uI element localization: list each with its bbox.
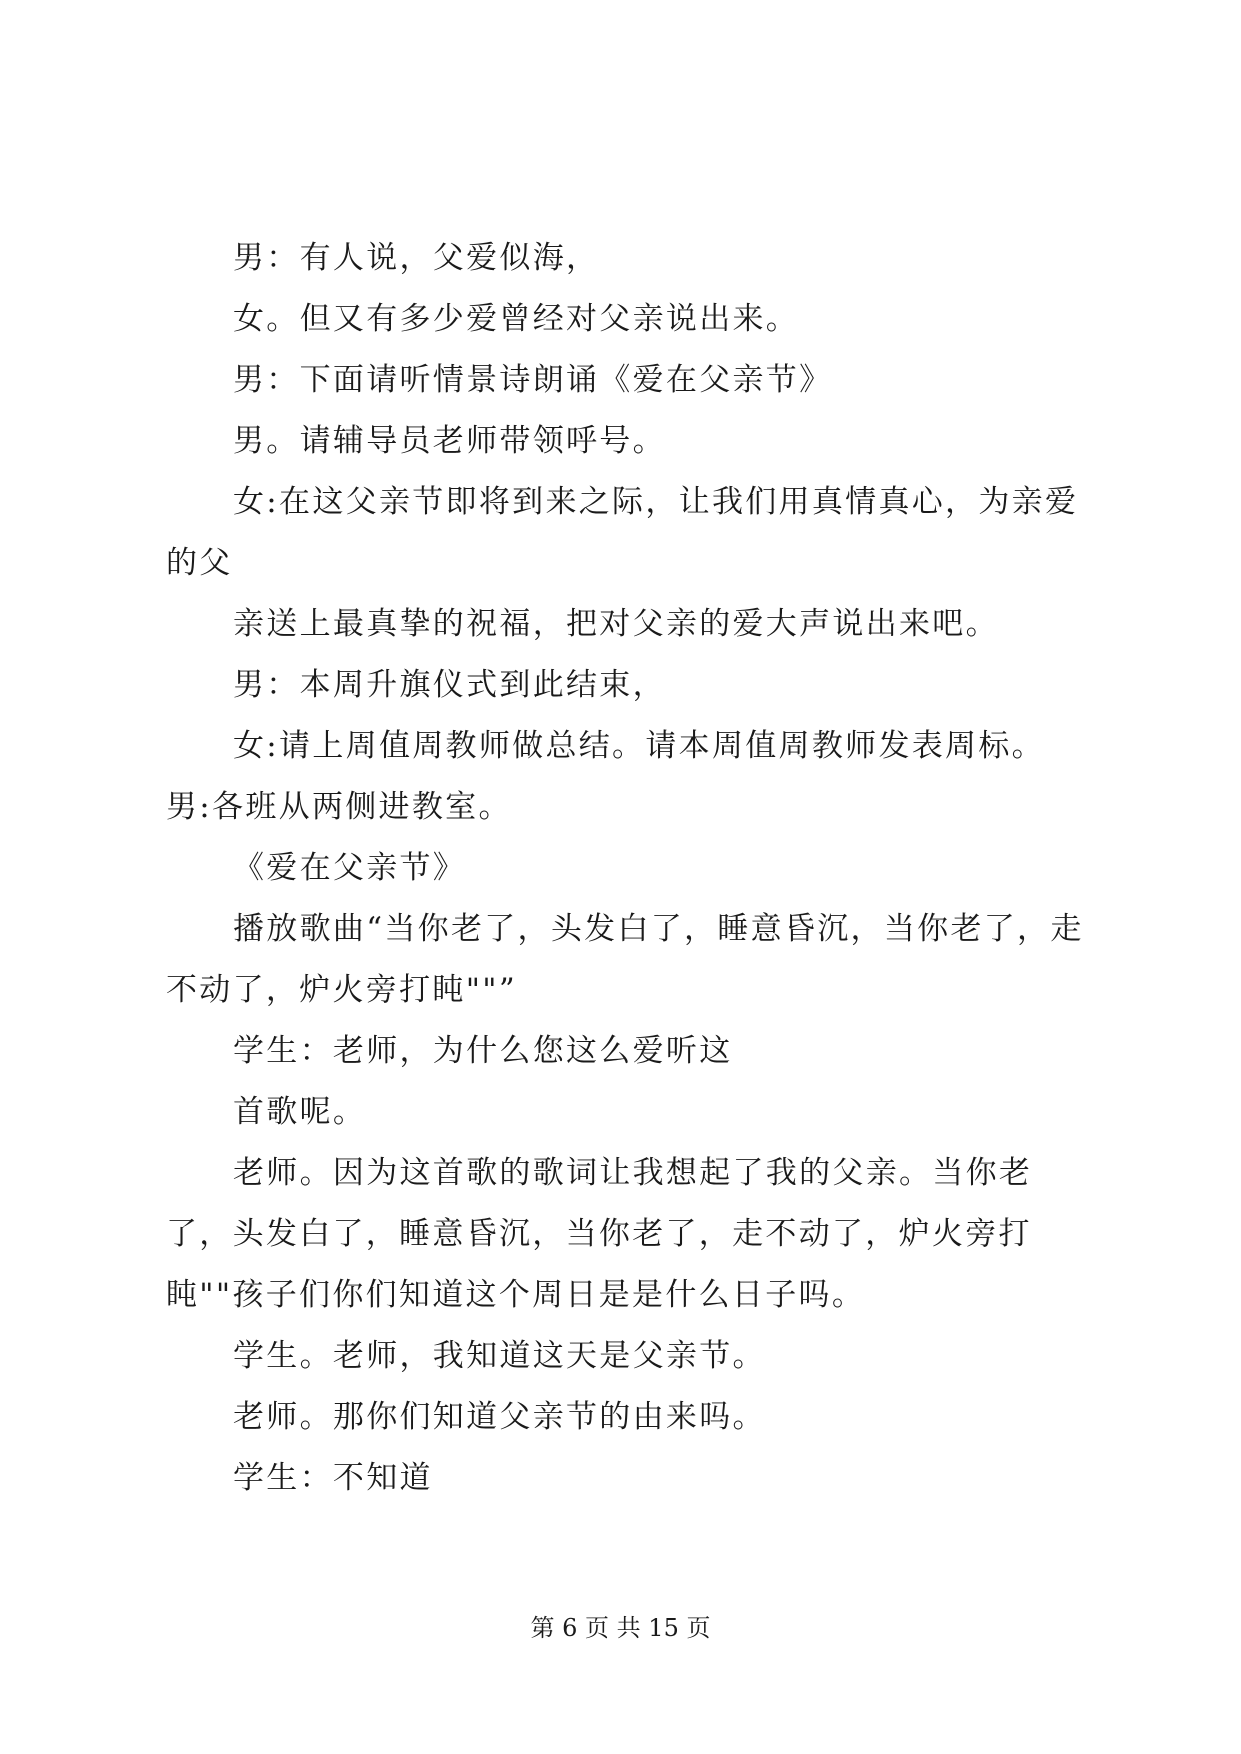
paragraph: 男：下面请听情景诗朗诵《爱在父亲节》 — [233, 362, 833, 398]
paragraph: 《爱在父亲节》 — [233, 850, 467, 886]
paragraph: 首歌呢。 — [233, 1094, 367, 1130]
paragraph: 男。请辅导员老师带领呼号。 — [233, 423, 666, 459]
paragraph: 老师。那你们知道父亲节的由来吗。 — [233, 1399, 766, 1435]
paragraph: 学生：不知道 — [233, 1460, 433, 1496]
paragraph: 男：有人说，父爱似海， — [233, 240, 600, 276]
page-number-label: 第 6 页 共 15 页 — [530, 1614, 711, 1642]
paragraph: 老师。因为这首歌的歌词让我想起了我的父亲。当你老了，头发白了，睡意昏沉，当你老了，走不动了，炉火旁打盹""孩子们你们知道这个周日是是什么日子吗。 — [166, 1155, 1033, 1313]
paragraph: 亲送上最真挚的祝福，把对父亲的爱大声说出来吧。 — [233, 606, 999, 642]
document-body — [166, 228, 1086, 1509]
paragraph: 女:请上周值周教师做总结。请本周值周教师发表周标。男:各班从两侧进教室。 — [166, 728, 1045, 825]
paragraph: 播放歌曲“当你老了，头发白了，睡意昏沉，当你老了，走不动了，炉火旁打盹""” — [166, 911, 1084, 1008]
paragraph: 学生：老师，为什么您这么爱听这 — [233, 1033, 733, 1069]
paragraph: 女:在这父亲节即将到来之际，让我们用真情真心，为亲爱的父 — [166, 484, 1079, 581]
paragraph: 女。但又有多少爱曾经对父亲说出来。 — [233, 301, 800, 337]
page-footer — [0, 1612, 1241, 1644]
paragraph: 男：本周升旗仪式到此结束， — [233, 667, 666, 703]
paragraph: 学生。老师，我知道这天是父亲节。 — [233, 1338, 766, 1374]
